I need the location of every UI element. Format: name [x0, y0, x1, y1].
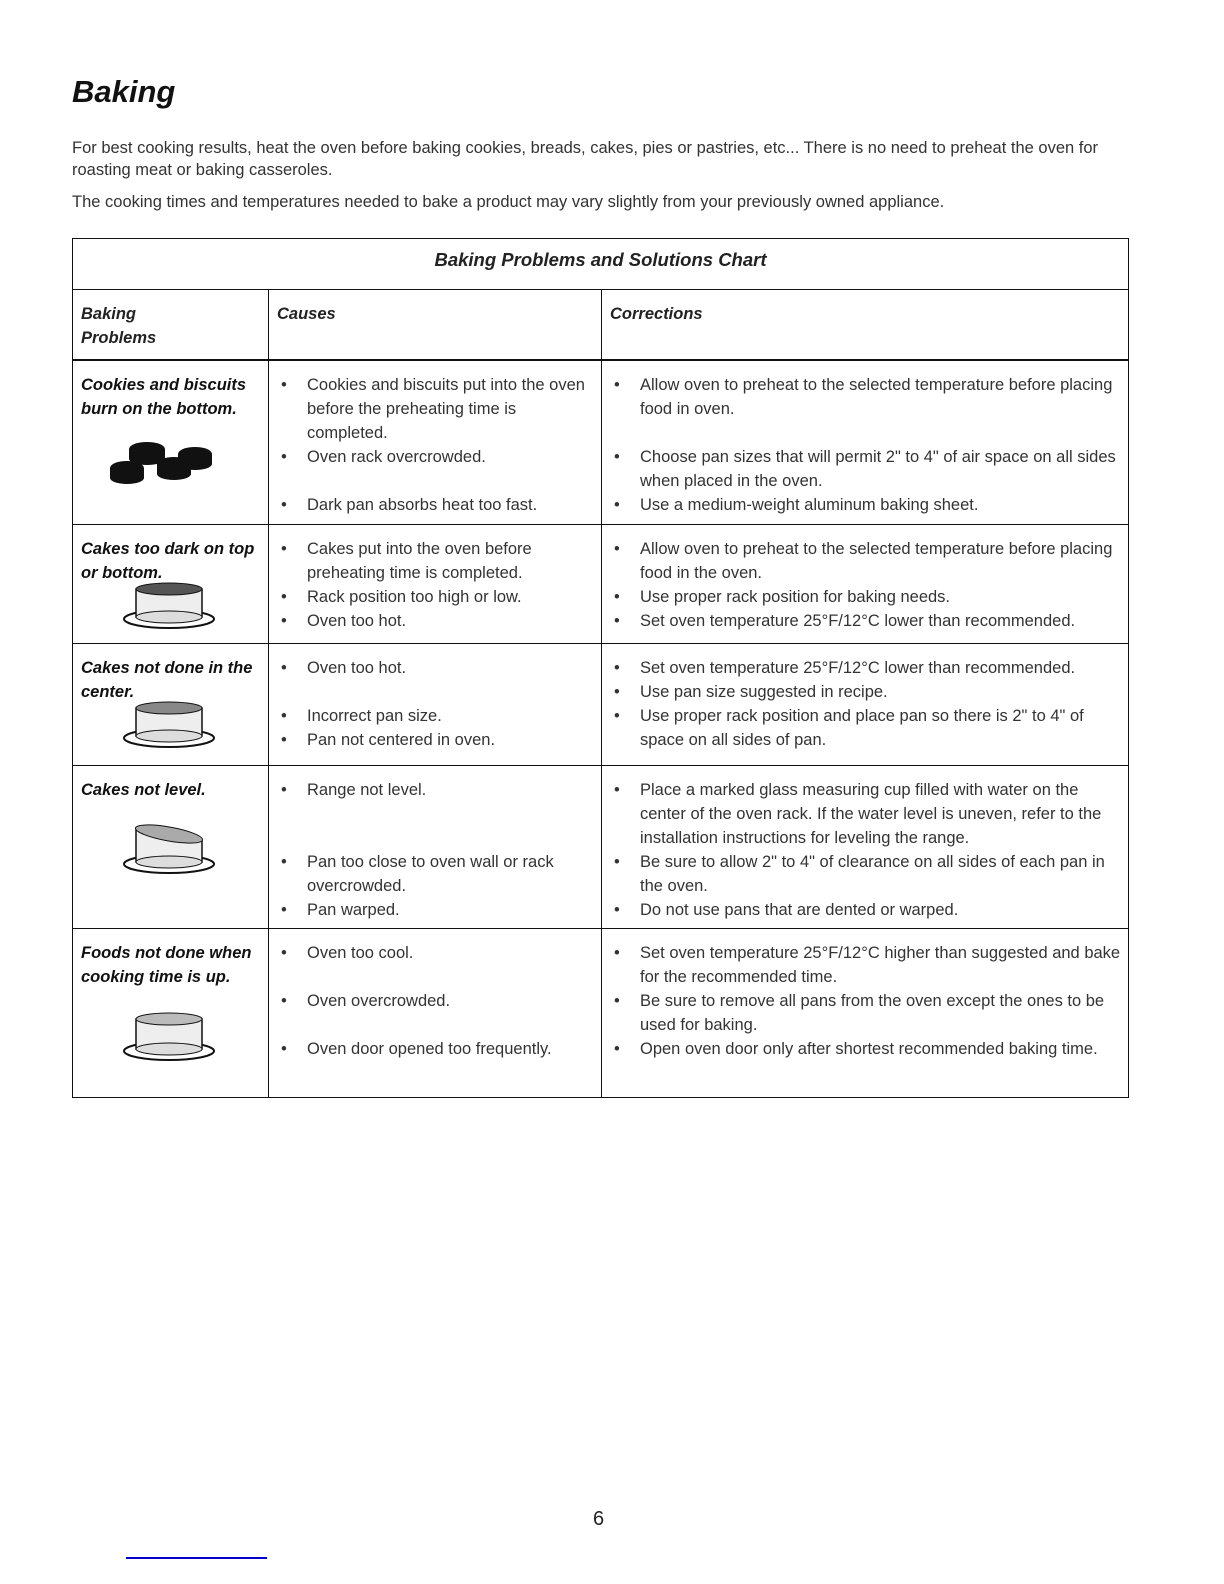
correction-item: • Be sure to allow 2" to 4" of clearance on all sides of each pan in the oven.: [612, 850, 1124, 898]
cake-icon: [81, 700, 231, 750]
problem-label: Cookies and biscuits burn on the bottom.: [81, 375, 247, 418]
cause-item: • Cakes put into the oven before preheating time is completed.: [279, 537, 593, 585]
correction-item: • Use proper rack position for baking needs.: [612, 585, 1124, 609]
problem-label: Cakes not level.: [81, 781, 206, 799]
problem-label: Foods not done when cooking time is up.: [81, 944, 252, 986]
intro-paragraph: For best cooking results, heat the oven before baking cookies, breads, cakes, pies or pastries, etc... There is no need to preheat the oven for roasting meat or baking casseroles.: [72, 139, 1099, 179]
cake-icon: [81, 581, 231, 631]
cause-item: • Oven too cool.: [279, 941, 593, 965]
cause-item: • Oven overcrowded.: [279, 989, 593, 1013]
header-causes: Causes: [269, 290, 602, 360]
cause-item: • Rack position too high or low.: [279, 585, 593, 609]
page-title: Baking: [72, 74, 176, 109]
problem-label: Cakes not done in the center.: [81, 659, 253, 701]
page-number: 6: [593, 1508, 605, 1530]
correction-item: • Set oven temperature 25°F/12°C lower than recommended.: [612, 609, 1124, 633]
correction-item: • Set oven temperature 25°F/12°C higher than suggested and bake for the recommended time.: [612, 941, 1124, 989]
chart-title: Baking Problems and Solutions Chart: [73, 239, 1129, 290]
cause-item: • Oven too hot.: [279, 656, 593, 680]
cause-item: • Cookies and biscuits put into the oven before the preheating time is completed.: [279, 373, 593, 445]
uneven-cake-icon: [81, 818, 231, 878]
table-row: [73, 644, 1129, 766]
cake-icon: [81, 1005, 231, 1065]
correction-item: • Place a marked glass measuring cup filled with water on the center of the oven rack. If the water level is uneven, refer to the installation instructions for leveling the range.: [612, 778, 1124, 850]
footer-rule: [126, 1557, 267, 1559]
correction-item: • Do not use pans that are dented or warped.: [612, 898, 1124, 922]
cause-item: • Range not level.: [279, 778, 593, 802]
baking-problems-chart: [72, 238, 1129, 1098]
correction-item: • Use pan size suggested in recipe.: [612, 680, 1124, 704]
cookies-icon: [81, 427, 231, 487]
correction-item: • Use proper rack position and place pan so there is 2" to 4" of space on all sides of pan.: [612, 704, 1124, 752]
table-row: [73, 360, 1129, 525]
cause-item: • Oven door opened too frequently.: [279, 1037, 593, 1061]
problem-label: Cakes too dark on top or bottom.: [81, 540, 255, 582]
table-row: [73, 766, 1129, 929]
cause-item: • Dark pan absorbs heat too fast.: [279, 493, 593, 517]
cause-item: • Oven too hot.: [279, 609, 593, 633]
correction-item: • Allow oven to preheat to the selected temperature before placing food in the oven.: [612, 537, 1124, 585]
correction-item: • Open oven door only after shortest recommended baking time.: [612, 1037, 1124, 1061]
cause-item: • Pan too close to oven wall or rack overcrowded.: [279, 850, 593, 898]
cause-item: • Incorrect pan size.: [279, 704, 593, 728]
header-problems: Baking Problems: [81, 305, 157, 347]
correction-item: • Be sure to remove all pans from the oven except the ones to be used for baking.: [612, 989, 1124, 1037]
cause-item: • Oven rack overcrowded.: [279, 445, 593, 469]
cause-item: • Pan not centered in oven.: [279, 728, 593, 752]
correction-item: • Use a medium-weight aluminum baking sheet.: [612, 493, 1124, 517]
correction-item: • Choose pan sizes that will permit 2" to 4" of air space on all sides when placed in the oven.: [612, 445, 1124, 493]
correction-item: • Set oven temperature 25°F/12°C lower than recommended.: [612, 656, 1124, 680]
table-row: [73, 525, 1129, 644]
header-corrections: Corrections: [602, 290, 1129, 360]
cause-item: • Pan warped.: [279, 898, 593, 922]
correction-item: • Allow oven to preheat to the selected temperature before placing food in oven.: [612, 373, 1124, 421]
header-row: [73, 290, 1129, 360]
intro-paragraph: The cooking times and temperatures needed to bake a product may vary slightly from your previously owned appliance.: [72, 193, 945, 211]
table-row: [73, 929, 1129, 1098]
